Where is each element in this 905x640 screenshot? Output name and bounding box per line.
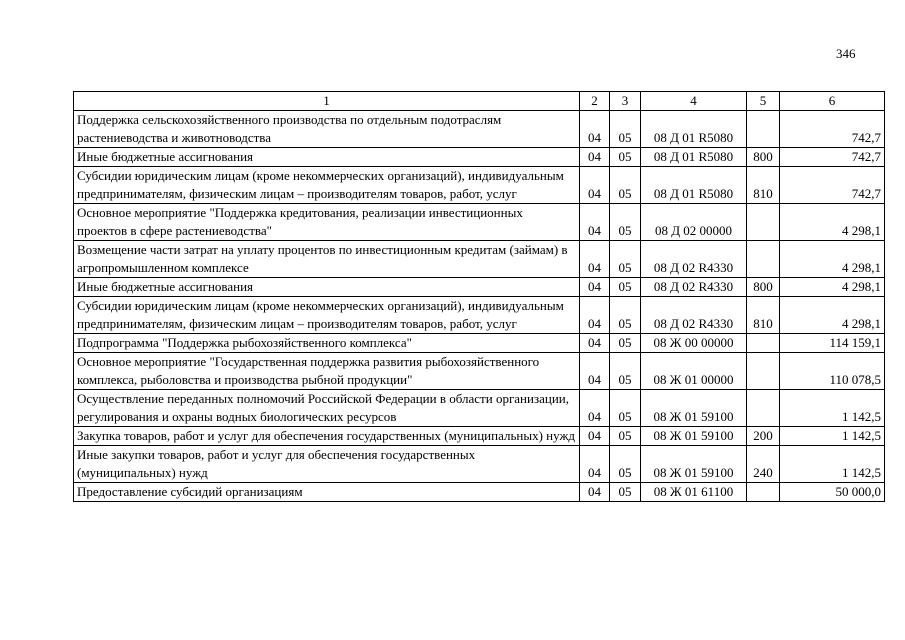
- row-section-code: 04: [580, 334, 610, 353]
- header-col-4: 4: [641, 92, 747, 111]
- row-amount: 742,7: [780, 167, 885, 204]
- row-target-article-code: 08 Ж 00 00000: [641, 334, 747, 353]
- table-header-row: [74, 92, 885, 111]
- row-section-code: 04: [580, 297, 610, 334]
- row-target-article-code: 08 Д 02 R4330: [641, 241, 747, 278]
- table-row: [74, 427, 885, 446]
- row-amount: 4 298,1: [780, 204, 885, 241]
- row-name: Иные бюджетные ассигнования: [74, 278, 580, 297]
- row-amount: 1 142,5: [780, 390, 885, 427]
- row-section-code: 04: [580, 241, 610, 278]
- row-expense-type-code: [747, 334, 780, 353]
- row-amount: 1 142,5: [780, 427, 885, 446]
- row-subsection-code: 05: [610, 297, 641, 334]
- row-subsection-code: 05: [610, 241, 641, 278]
- row-section-code: 04: [580, 148, 610, 167]
- row-expense-type-code: 810: [747, 297, 780, 334]
- row-subsection-code: 05: [610, 353, 641, 390]
- row-target-article-code: 08 Д 01 R5080: [641, 148, 747, 167]
- row-name: Основное мероприятие "Поддержка кредитования, реализации инвестиционных проектов в сфере растениеводства": [74, 204, 580, 241]
- row-subsection-code: 05: [610, 148, 641, 167]
- row-section-code: 04: [580, 390, 610, 427]
- row-section-code: 04: [580, 353, 610, 390]
- row-expense-type-code: 240: [747, 446, 780, 483]
- header-col-5: 5: [747, 92, 780, 111]
- row-section-code: 04: [580, 483, 610, 502]
- row-name: Подпрограмма "Поддержка рыбохозяйственного комплекса": [74, 334, 580, 353]
- row-expense-type-code: 200: [747, 427, 780, 446]
- header-col-6: 6: [780, 92, 885, 111]
- row-subsection-code: 05: [610, 446, 641, 483]
- row-expense-type-code: [747, 241, 780, 278]
- row-expense-type-code: [747, 111, 780, 148]
- row-expense-type-code: [747, 204, 780, 241]
- row-subsection-code: 05: [610, 390, 641, 427]
- row-subsection-code: 05: [610, 111, 641, 148]
- table-row: [74, 148, 885, 167]
- table-row: [74, 446, 885, 483]
- header-col-3: 3: [610, 92, 641, 111]
- row-section-code: 04: [580, 427, 610, 446]
- table-row: [74, 167, 885, 204]
- row-target-article-code: 08 Д 02 00000: [641, 204, 747, 241]
- header-col-1: 1: [74, 92, 580, 111]
- row-expense-type-code: 800: [747, 148, 780, 167]
- row-name: Закупка товаров, работ и услуг для обеспечения государственных (муниципальных) нужд: [74, 427, 580, 446]
- row-subsection-code: 05: [610, 278, 641, 297]
- row-expense-type-code: 800: [747, 278, 780, 297]
- row-amount: 4 298,1: [780, 241, 885, 278]
- row-amount: 114 159,1: [780, 334, 885, 353]
- row-name: Субсидии юридическим лицам (кроме некоммерческих организаций), индивидуальным предпринимателям, физическим лицам – производителям товаров, работ, услуг: [74, 297, 580, 334]
- row-target-article-code: 08 Ж 01 59100: [641, 427, 747, 446]
- row-subsection-code: 05: [610, 167, 641, 204]
- row-section-code: 04: [580, 167, 610, 204]
- row-name: Иные закупки товаров, работ и услуг для обеспечения государственных (муниципальных) нужд: [74, 446, 580, 483]
- budget-table: [73, 91, 885, 502]
- row-amount: 742,7: [780, 111, 885, 148]
- table-row: [74, 334, 885, 353]
- row-subsection-code: 05: [610, 334, 641, 353]
- row-name: Возмещение части затрат на уплату процентов по инвестиционным кредитам (займам) в агропромышленном комплексе: [74, 241, 580, 278]
- row-name: Иные бюджетные ассигнования: [74, 148, 580, 167]
- row-amount: 742,7: [780, 148, 885, 167]
- row-name: Субсидии юридическим лицам (кроме некоммерческих организаций), индивидуальным предпринимателям, физическим лицам – производителям товаров, работ, услуг: [74, 167, 580, 204]
- table-row: [74, 353, 885, 390]
- row-target-article-code: 08 Ж 01 61100: [641, 483, 747, 502]
- row-target-article-code: 08 Ж 01 59100: [641, 446, 747, 483]
- table-row: [74, 297, 885, 334]
- row-section-code: 04: [580, 278, 610, 297]
- row-amount: 4 298,1: [780, 297, 885, 334]
- row-name: Осуществление переданных полномочий Российской Федерации в области организации, регулирования и охраны водных биологических ресурсов: [74, 390, 580, 427]
- row-amount: 1 142,5: [780, 446, 885, 483]
- row-name: Предоставление субсидий организациям: [74, 483, 580, 502]
- row-target-article-code: 08 Д 02 R4330: [641, 278, 747, 297]
- table-row: [74, 483, 885, 502]
- row-subsection-code: 05: [610, 483, 641, 502]
- row-target-article-code: 08 Ж 01 59100: [641, 390, 747, 427]
- table-row: [74, 204, 885, 241]
- page-number: 346: [836, 46, 856, 61]
- table-row: [74, 278, 885, 297]
- row-section-code: 04: [580, 111, 610, 148]
- row-section-code: 04: [580, 204, 610, 241]
- row-expense-type-code: 810: [747, 167, 780, 204]
- row-amount: 50 000,0: [780, 483, 885, 502]
- row-subsection-code: 05: [610, 427, 641, 446]
- row-expense-type-code: [747, 483, 780, 502]
- row-expense-type-code: [747, 390, 780, 427]
- row-target-article-code: 08 Д 01 R5080: [641, 167, 747, 204]
- table-body: [74, 111, 885, 502]
- table-row: [74, 111, 885, 148]
- row-amount: 110 078,5: [780, 353, 885, 390]
- row-name: Основное мероприятие "Государственная поддержка развития рыбохозяйственного комплекса, рыболовства и производства рыбной продукции": [74, 353, 580, 390]
- row-target-article-code: 08 Д 01 R5080: [641, 111, 747, 148]
- table-row: [74, 241, 885, 278]
- table-row: [74, 390, 885, 427]
- row-expense-type-code: [747, 353, 780, 390]
- header-col-2: 2: [580, 92, 610, 111]
- row-target-article-code: 08 Ж 01 00000: [641, 353, 747, 390]
- row-target-article-code: 08 Д 02 R4330: [641, 297, 747, 334]
- row-name: Поддержка сельскохозяйственного производства по отдельным подотраслям растениеводства и животноводства: [74, 111, 580, 148]
- row-subsection-code: 05: [610, 204, 641, 241]
- row-section-code: 04: [580, 446, 610, 483]
- row-amount: 4 298,1: [780, 278, 885, 297]
